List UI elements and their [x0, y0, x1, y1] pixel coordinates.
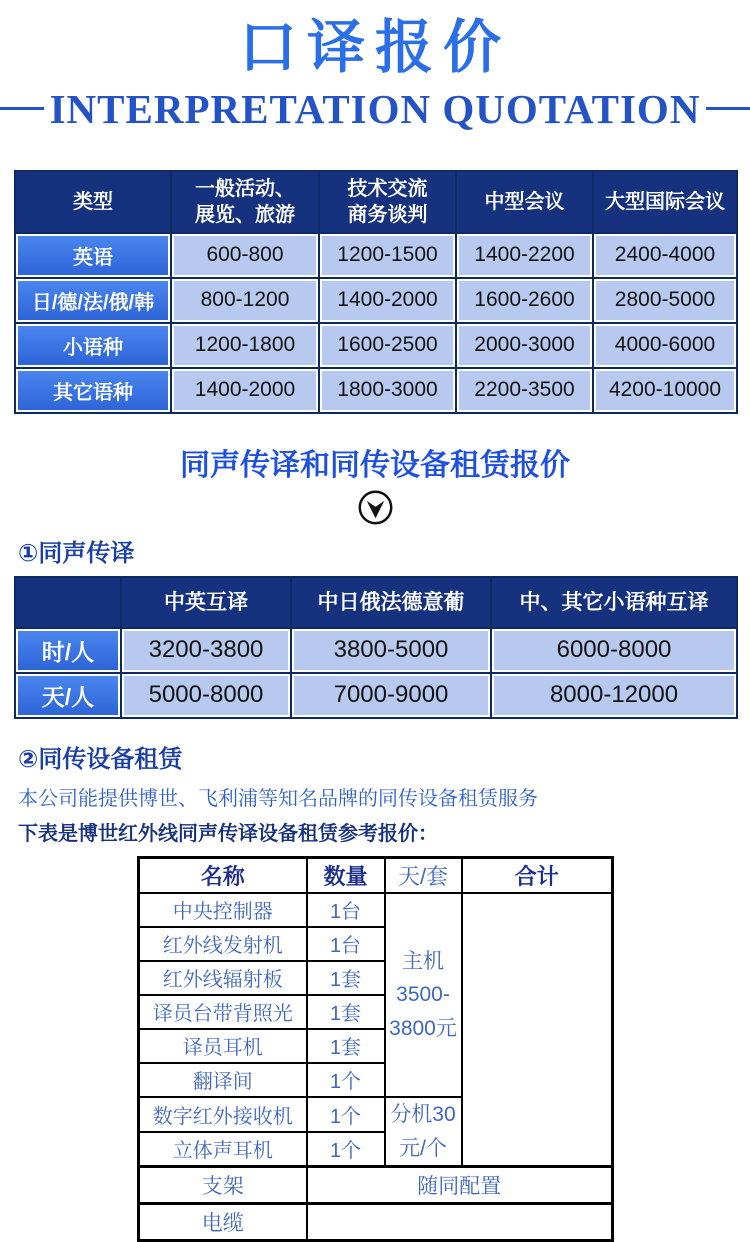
item-qty: 1台: [307, 927, 385, 961]
price-cell: 6000-8000: [491, 628, 737, 673]
col-header-medium-conference: 中型会议: [456, 171, 593, 233]
interpretation-price-table: [14, 170, 738, 414]
col-header-empty: [15, 577, 121, 628]
price-cell: 1200-1800: [171, 323, 319, 368]
col-header-cn-minor: 中、其它小语种互译: [491, 577, 737, 628]
price-cell: 5000-8000: [121, 673, 291, 718]
price-cell: 4200-10000: [593, 368, 737, 413]
col-header-technical: 技术交流 商务谈判: [319, 171, 456, 233]
price-cell: 1600-2500: [319, 323, 456, 368]
item-qty: 1套: [307, 1029, 385, 1063]
left-rule: [0, 107, 44, 110]
arrow-wrap: [0, 489, 750, 527]
receiver-total-cell: 分机30元/个: [385, 1097, 462, 1167]
table-row: [139, 893, 613, 927]
price-cell: 3800-5000: [291, 628, 491, 673]
col-header-qty: 数量: [307, 857, 385, 893]
price-cell: 1400-2000: [171, 368, 319, 413]
cable-row: [139, 1204, 613, 1241]
equipment-desc-line1: 本公司能提供博世、飞利浦等知名品牌的同传设备租赁服务: [18, 787, 538, 810]
col-header-type: 类型: [15, 171, 171, 233]
item-qty: 1个: [307, 1097, 385, 1132]
section-label-si: ①同声传译: [18, 539, 135, 567]
price-cell: 1800-3000: [319, 368, 456, 413]
row-label-other-languages: 其它语种: [15, 368, 171, 413]
item-digital-ir-receiver: 数字红外接收机: [139, 1097, 307, 1132]
simultaneous-section-heading: 同声传译和同传设备租赁报价: [180, 448, 570, 482]
price-cell: 2200-3500: [456, 368, 593, 413]
price-cell: 2400-4000: [593, 233, 737, 278]
table-row: [15, 323, 737, 368]
main-unit-label: 主机: [402, 949, 444, 973]
price-cell: 1200-1500: [319, 233, 456, 278]
si-table-wrap: [0, 576, 750, 719]
table-row: [139, 961, 613, 995]
simultaneous-interpretation-table: [14, 576, 738, 719]
item-qty: 1台: [307, 893, 385, 927]
circled-chevron-down-icon: [357, 489, 394, 526]
price-cell: 1400-2200: [456, 233, 593, 278]
table-row: [139, 1132, 613, 1167]
price-cell: 1400-2000: [319, 278, 456, 323]
item-stereo-headphone: 立体声耳机: [139, 1132, 307, 1167]
col-header-general: 一般活动、 展览、旅游: [171, 171, 319, 233]
col-header-name: 名称: [139, 857, 307, 893]
interpretation-header-row: [15, 171, 737, 233]
table-row: [15, 233, 737, 278]
item-interpreter-headset: 译员耳机: [139, 1029, 307, 1063]
right-rule: [706, 107, 750, 110]
bracket-row: [139, 1167, 613, 1204]
item-qty: 1个: [307, 1063, 385, 1097]
table-row: [139, 995, 613, 1029]
row-label-english: 英语: [15, 233, 171, 278]
page-subtitle-en: INTERPRETATION QUOTATION: [49, 85, 701, 132]
item-central-controller: 中央控制器: [139, 893, 307, 927]
si-header-row: [15, 577, 737, 628]
item-interpreter-console: 译员台带背照光: [139, 995, 307, 1029]
price-cell: 7000-9000: [291, 673, 491, 718]
cable-value: [307, 1204, 613, 1241]
table-row: [139, 1097, 613, 1132]
item-qty: 1套: [307, 995, 385, 1029]
price-cell: 1600-2600: [456, 278, 593, 323]
item-qty: 1套: [307, 961, 385, 995]
row-label-per-day: 天/人: [15, 673, 121, 718]
table-row: [15, 628, 737, 673]
price-cell: 600-800: [171, 233, 319, 278]
equipment-rental-table: [137, 856, 614, 1242]
item-cable: 电缆: [139, 1204, 307, 1241]
table-row: [15, 673, 737, 718]
price-cell: 2800-5000: [593, 278, 737, 323]
item-qty: 1个: [307, 1132, 385, 1167]
unit-per-day-cell: 天/套: [385, 857, 462, 893]
price-cell: 8000-12000: [491, 673, 737, 718]
row-label-per-hour: 时/人: [15, 628, 121, 673]
col-header-cn-en: 中英互译: [121, 577, 291, 628]
item-bracket: 支架: [139, 1167, 307, 1204]
section-label-equipment: ②同传设备租赁: [18, 745, 183, 773]
equipment-header-row: [139, 857, 613, 893]
price-cell: 3200-3800: [121, 628, 291, 673]
row-label-jp-de-fr-ru-kr: 日/德/法/俄/韩: [15, 278, 171, 323]
col-header-large-conference: 大型国际会议: [593, 171, 737, 233]
row-label-minor-languages: 小语种: [15, 323, 171, 368]
main-unit-total-cell: [385, 893, 462, 1097]
equipment-desc-line2: 下表是博世红外线同声传译设备租赁参考报价：: [18, 822, 438, 845]
price-cell: 800-1200: [171, 278, 319, 323]
price-cell: 4000-6000: [593, 323, 737, 368]
bracket-value: 随同配置: [307, 1167, 613, 1204]
subtitle-row: [0, 85, 750, 133]
table-row: [139, 927, 613, 961]
table-row: [15, 368, 737, 413]
item-ir-transmitter: 红外线发射机: [139, 927, 307, 961]
item-booth: 翻译间: [139, 1063, 307, 1097]
table-row: [139, 1029, 613, 1063]
page-title: 口译报价: [238, 15, 511, 80]
table-row: [15, 278, 737, 323]
price-cell: 2000-3000: [456, 323, 593, 368]
col-header-total: 合计: [462, 857, 613, 893]
col-header-cn-multi: 中日俄法德意葡: [291, 577, 491, 628]
item-ir-radiator-panel: 红外线辐射板: [139, 961, 307, 995]
main-unit-price: 3500-3800元: [389, 983, 457, 1040]
table-row: [139, 1063, 613, 1097]
